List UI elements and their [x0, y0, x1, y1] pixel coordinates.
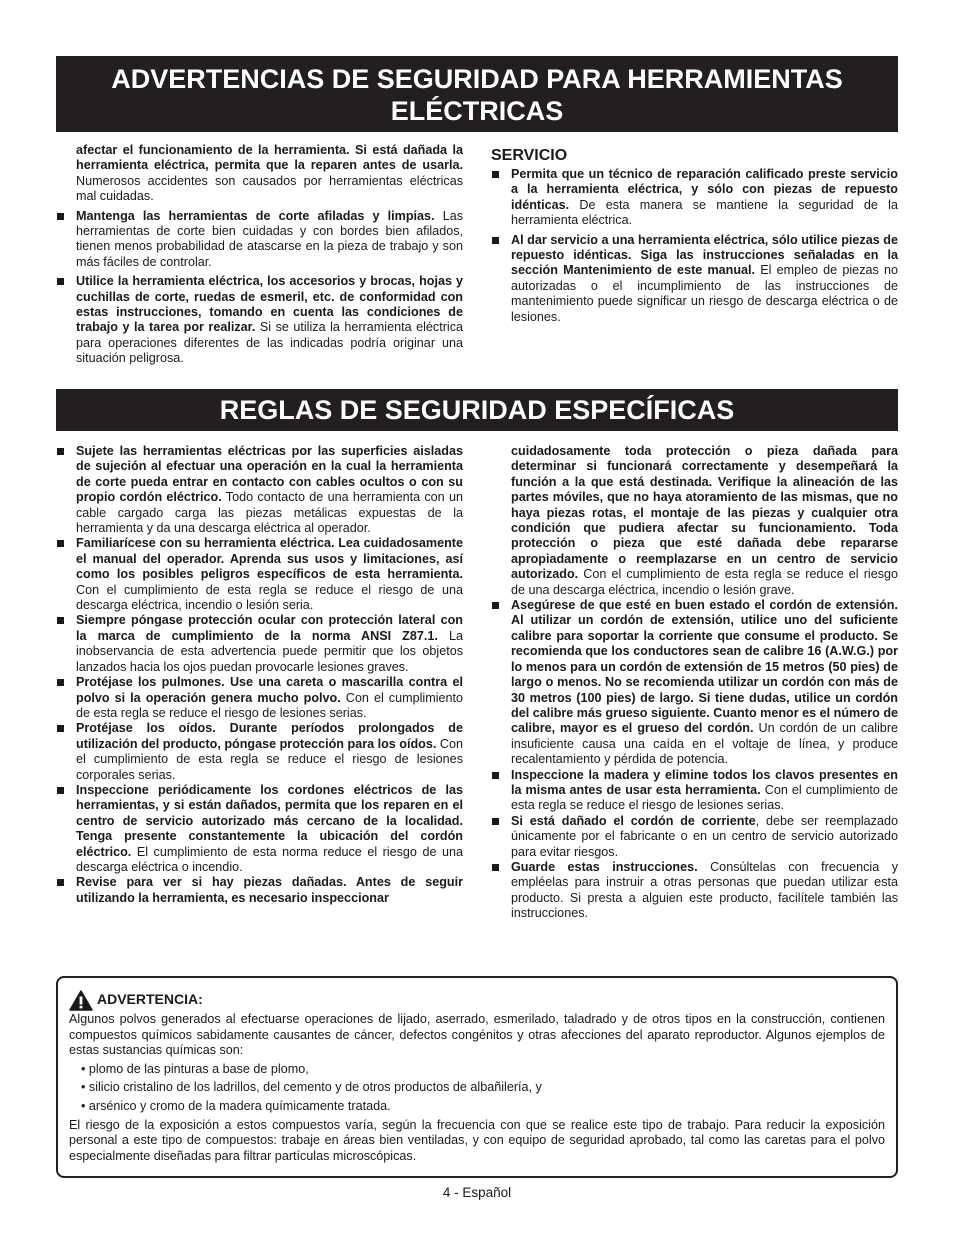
- continued-paragraph: [491, 444, 898, 598]
- list-item: [491, 768, 898, 814]
- square-bullet-icon: [492, 602, 499, 609]
- warning-header: [69, 988, 885, 1012]
- item-text: Con el cumplimiento de esta regla se reduce el riesgo de una descarga eléctrica, incendio o lesión seria.: [76, 582, 463, 613]
- square-bullet-icon: [492, 772, 499, 779]
- warning-bullet: • silicio cristalino de los ladrillos, del cemento y de otros productos de albañilería, y: [81, 1080, 542, 1095]
- square-bullet-icon: [492, 818, 499, 825]
- banner-specific-rules: [56, 389, 898, 431]
- item-text: Con el cumplimiento de esta regla se reduce el riesgo de lesiones corporales serias.: [76, 736, 463, 782]
- item-bold: Sujete las herramientas eléctricas por las superficies aisladas de sujeción al efectuar una operación en la cual la herramienta de corte pueda entrar en contacto con cables ocultos o con su propio cordón eléctrico.: [76, 444, 463, 505]
- list-item: [56, 444, 463, 536]
- list-item: [56, 613, 463, 675]
- list-item: [56, 875, 463, 906]
- item-text: Todo contacto de una herramienta con un cable cargado carga las piezas metálicas expuestas de la herramienta y da una descarga eléctrica al operador.: [76, 490, 463, 536]
- page-footer: 4 - Español: [442, 1185, 512, 1200]
- list-item: [56, 721, 463, 783]
- item-bold: Utilice la herramienta eléctrica, los accesorios y brocas, hojas y cuchillas de corte, ruedas de esmeril, etc. de conformidad con estas instrucciones, tomando en cuenta las condiciones de trabajo y la tarea por realizar.: [76, 274, 463, 335]
- continued-text: Con el cumplimiento de esta regla se reduce el riesgo de una descarga eléctrica, incendio o lesión grave.: [511, 567, 898, 597]
- item-text: Con el cumplimiento de esta regla se reduce el riesgo de lesiones serias.: [76, 690, 463, 720]
- item-bold: Siempre póngase protección ocular con protección lateral con la marca de cumplimiento de la norma ANSI Z87.1.: [76, 613, 463, 643]
- square-bullet-icon: [492, 171, 499, 178]
- item-text: Consúltelas con frecuencia y empléelas para instruir a otras personas que puedan utilizar esta producto. Si presta a alguien este producto, facilítele también las instrucciones.: [511, 859, 898, 921]
- list-item: [56, 274, 463, 366]
- item-bold: Permita que un técnico de reparación calificado preste servicio a la herramienta eléctrica, y sólo con piezas de repuesto idénticas.: [511, 167, 898, 212]
- service-column: [491, 146, 898, 325]
- square-bullet-icon: [492, 237, 499, 244]
- square-bullet-icon: [57, 213, 64, 220]
- list-item: [491, 860, 898, 922]
- square-bullet-icon: [57, 278, 64, 285]
- item-bold: Asegúrese de que esté en buen estado el cordón de extensión. Al utilizar un cordón de extensión, utilice uno del suficiente calibre para soportar la corriente que consume el producto. Se recomienda que los conductores sean de calibre 16 (A.W.G.) por lo menos para un cordón de extensión de 15 metros (50 pies) de largo o menos. No se recomienda utilizar un cordón con más de 30 metros (100 pies) de largo. Si tiene dudas, utilice un cordón del calibre más grueso siguiente. Cuanto menor es el número de calibre, mayor es el grueso del cordón.: [511, 598, 899, 736]
- item-bold: Revise para ver si hay piezas dañadas. Antes de seguir utilizando la herramienta, es necesario inspeccionar: [76, 875, 463, 905]
- list-item: [56, 536, 463, 613]
- continued-paragraph: [56, 143, 463, 205]
- list-item: [491, 598, 898, 767]
- square-bullet-icon: [57, 725, 64, 732]
- item-bold: Inspeccione periódicamente los cordones eléctricos de las herramientas, y si están dañados, permita que los reparen en el centro de servicio autorizado más cercano de la localidad. Tenga presente constantemente la ubicación del cordón eléctrico.: [76, 782, 463, 859]
- rules-right-column: [491, 444, 898, 922]
- item-text: Un cordón de un calibre insuficiente causa una caída en el voltaje de línea, y produce recalentamiento y pérdida de potencia.: [511, 721, 899, 767]
- item-bold: Si está dañado el cordón de corriente: [511, 813, 756, 828]
- banner-general-warnings: [56, 56, 898, 132]
- list-item: [56, 783, 463, 875]
- warning-content: [69, 988, 885, 1164]
- square-bullet-icon: [57, 679, 64, 686]
- list-item: [56, 675, 463, 721]
- continued-bold: afectar el funcionamiento de la herramienta. Si está dañada la herramienta eléctrica, permita que la reparen antes de usarla.: [76, 143, 463, 173]
- item-text: Si se utiliza la herramienta eléctrica para operaciones diferentes de las indicadas podría originar una situación peligrosa.: [76, 320, 464, 366]
- list-item: [491, 233, 898, 325]
- item-bold: Inspeccione la madera y elimine todos los clavos presentes en la misma antes de usar esta herramienta.: [511, 767, 898, 797]
- item-text: El cumplimiento de esta norma reduce el riesgo de una descarga eléctrica o incendio.: [76, 844, 463, 874]
- banner-general-title: ADVERTENCIAS DE SEGURIDAD PARA HERRAMIENTAS ELÉCTRICAS: [111, 64, 843, 126]
- item-text: La inobservancia de esta advertencia puede permitir que los objetos lanzados hacia los ojos puedan provocarle lesiones graves.: [76, 628, 463, 674]
- item-bold: Protéjase los oídos. Durante períodos prolongados de utilización del producto, póngase protección para los oídos.: [76, 721, 463, 751]
- item-bold: Guarde estas instrucciones.: [511, 859, 698, 874]
- warning-bullet: • arsénico y cromo de la madera químicamente tratada.: [81, 1098, 391, 1113]
- item-text: Las herramientas de corte bien cuidadas y con bordes bien afilados, tienen menos probabilidad de atascarse en la pieza de trabajo y son más fáciles de controlar.: [76, 208, 463, 269]
- warning-box: [56, 976, 898, 1178]
- item-bold: Familiarícese con su herramienta eléctrica. Lea cuidadosamente el manual del operador. Aprenda sus usos y limitaciones, así como los posibles peligros específicos de esta herramienta.: [76, 536, 463, 582]
- square-bullet-icon: [492, 864, 499, 871]
- square-bullet-icon: [57, 787, 64, 794]
- warning-label: ADVERTENCIA:: [97, 991, 203, 1008]
- item-text: , debe ser reemplazado únicamente por el fabricante o en un centro de servicio autorizado para evitar riesgos.: [511, 813, 898, 859]
- item-text: El empleo de piezas no autorizadas o el incumplimiento de las instrucciones de mantenimiento puede significar un riesgo de descarga eléctrica o de lesiones.: [511, 263, 898, 324]
- warning-triangle-icon: [69, 990, 93, 1011]
- list-item: [56, 209, 463, 271]
- item-text: Con el cumplimiento de esta regla se reduce el riesgo de lesiones serias.: [511, 782, 898, 813]
- top-left-column: [56, 143, 463, 367]
- item-bold: Mantenga las herramientas de corte afiladas y limpias.: [76, 208, 435, 223]
- list-item: [491, 814, 898, 860]
- continued-text: Numerosos accidentes son causados por herramientas eléctricas mal cuidadas.: [76, 173, 463, 204]
- square-bullet-icon: [57, 879, 64, 886]
- item-bold: Al dar servicio a una herramienta eléctrica, sólo utilice piezas de repuesto idénticas. Siga las instrucciones señaladas en la sección Mantenimiento de este manual.: [511, 232, 898, 278]
- square-bullet-icon: [57, 540, 64, 547]
- square-bullet-icon: [57, 617, 64, 624]
- list-item: [491, 167, 898, 229]
- banner-specific-title: REGLAS DE SEGURIDAD ESPECÍFICAS: [219, 395, 735, 425]
- square-bullet-icon: [57, 448, 64, 455]
- continued-bold: cuidadosamente toda protección o pieza dañada para determinar si funcionará correctamente y desempeñará la función a la que está destinada. Verifique la alineación de las partes móviles, que no haya atoramiento de las mismas, que no haya piezas rotas, el montaje de las piezas y cualquier otra condición que pudiera afectar su funcionamiento. Toda protección o pieza que esté dañada debe repararse apropiadamente o reemplazarse en un centro de servicio autorizado.: [511, 444, 898, 582]
- service-title: SERVICIO: [491, 147, 568, 164]
- item-text: De esta manera se mantiene la seguridad de la herramienta eléctrica.: [511, 197, 898, 228]
- rules-left-column: [56, 444, 463, 906]
- warning-intro: Algunos polvos generados al efectuarse operaciones de lijado, aserrado, esmerilado, taladrado y de otros tipos en la construcción, contienen compuestos químicos sabidamente causantes de cáncer, defectos congénitos y otras afecciones del aparato reproductor. Algunos ejemplos de estas sustancias químicas son:: [69, 1012, 885, 1058]
- item-bold: Protéjase los pulmones. Use una careta o mascarilla contra el polvo si la operación genera mucho polvo.: [76, 675, 463, 705]
- warning-bullet: • plomo de las pinturas a base de plomo,: [81, 1061, 309, 1076]
- warning-outro: El riesgo de la exposición a estos compuestos varía, según la frecuencia con que se realice este tipo de trabajo. Para reducir la exposición personal a este tipo de compuestos: trabaje en áreas bien ventiladas, y con equipo de seguridad aprobado, tal como las caretas para el polvo especialmente diseñadas para filtrar partículas microscópicas.: [69, 1117, 885, 1163]
